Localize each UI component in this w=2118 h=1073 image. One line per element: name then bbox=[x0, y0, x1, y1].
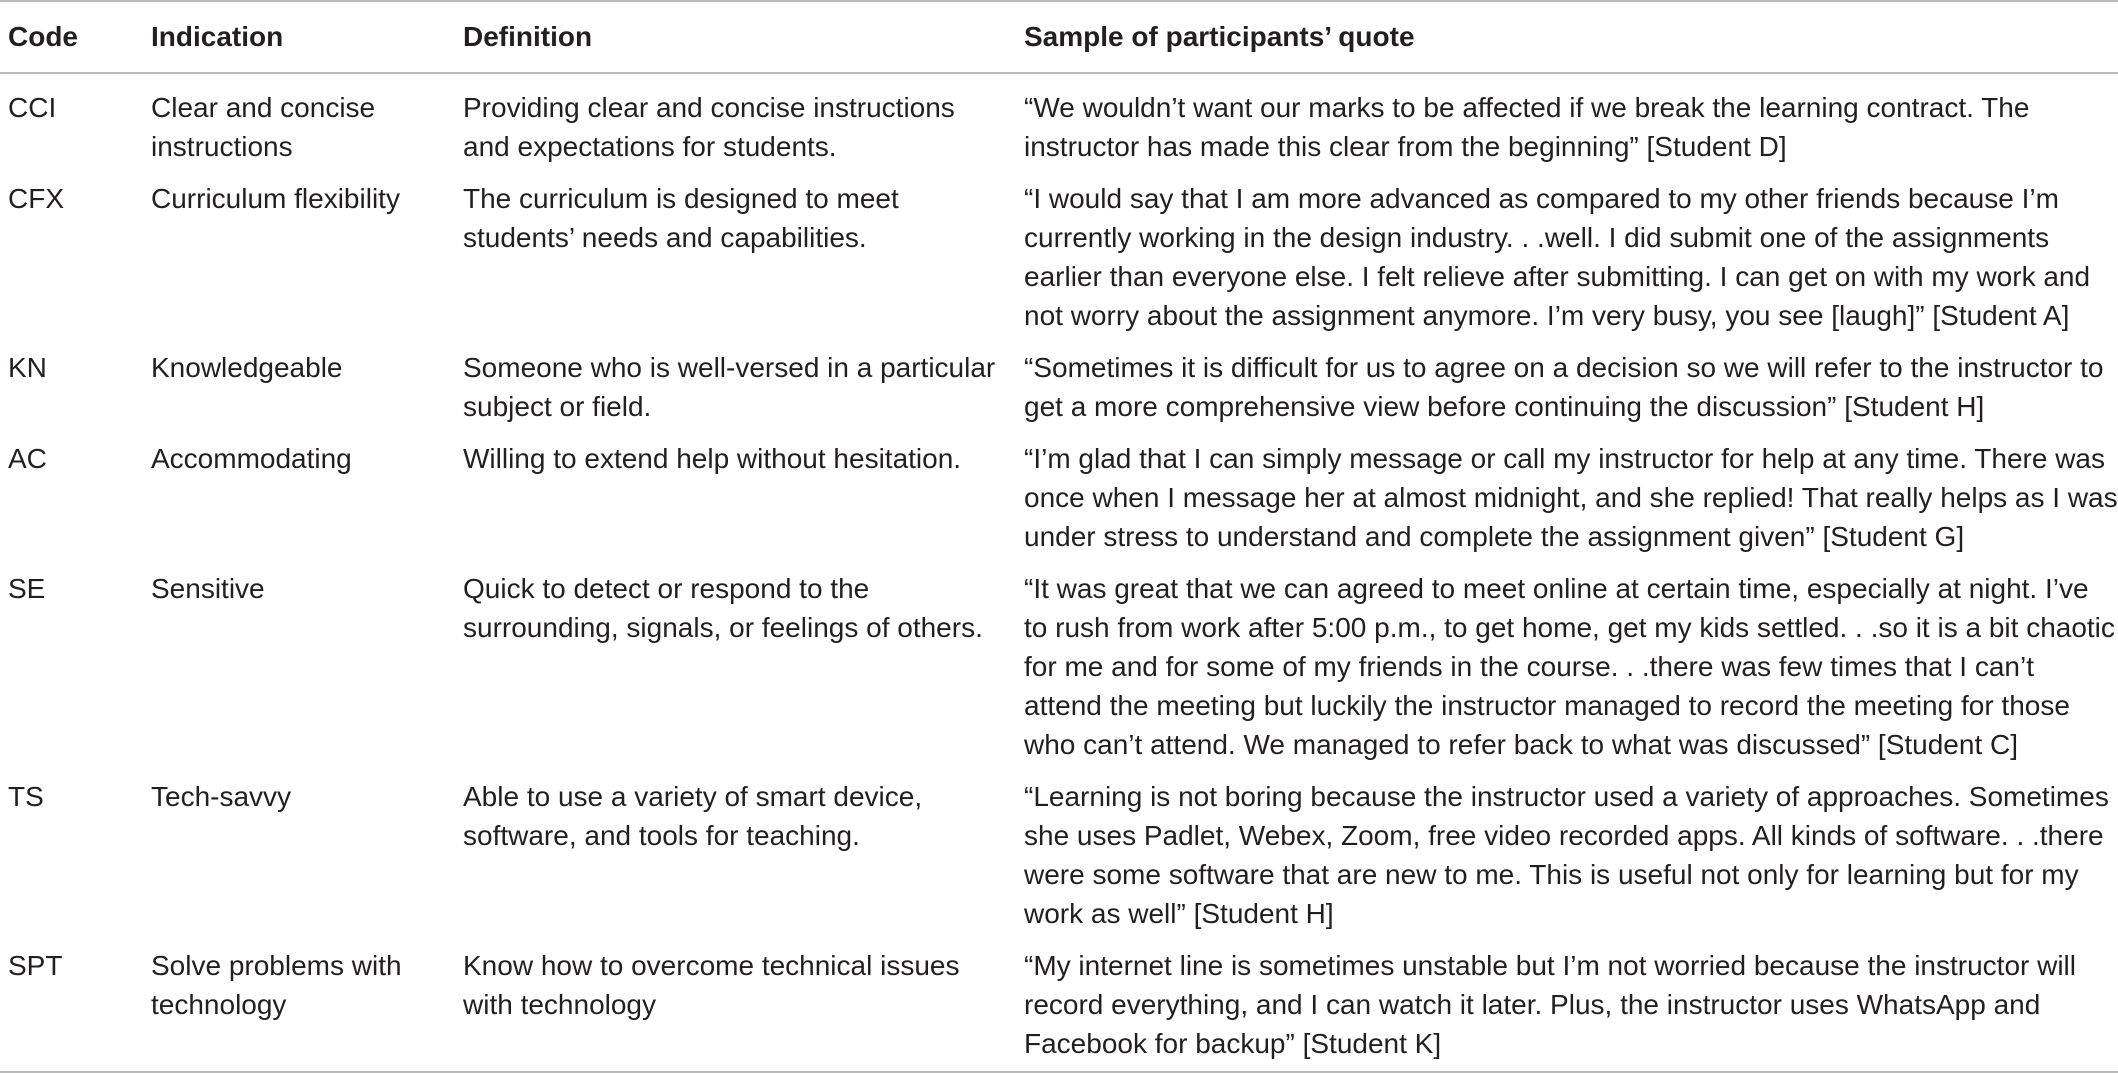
cell-definition: Quick to detect or respond to the surrounding, signals, or feelings of others. bbox=[463, 573, 983, 643]
header-row bbox=[0, 1, 2118, 73]
cell-code: TS bbox=[8, 781, 44, 812]
cell-code: SE bbox=[8, 573, 46, 604]
table-header bbox=[0, 1, 2118, 73]
header-definition: Definition bbox=[463, 21, 593, 52]
cell-indication: Solve problems with technology bbox=[151, 950, 402, 1020]
cell-indication: Curriculum flexibility bbox=[151, 183, 400, 214]
cell-indication: Accommodating bbox=[151, 443, 352, 474]
table-body bbox=[0, 73, 2118, 1072]
cell-definition: Willing to extend help without hesitation. bbox=[463, 443, 962, 474]
cell-quote: “Learning is not boring because the instructor used a variety of approaches. Sometimes she uses Padlet, Webex, Zoom, free video recorded apps. All kinds of software. . .there were some software that are new to me. This is useful not only for learning but for my work as well” [Student H] bbox=[1024, 781, 2109, 929]
header-code: Code bbox=[8, 21, 78, 52]
cell-code: CCI bbox=[8, 92, 57, 123]
table-row bbox=[0, 937, 2118, 1072]
cell-quote: “I’m glad that I can simply message or call my instructor for help at any time. There was once when I message her at almost midnight, and she replied! That really helps as I was under stress to understand and complete the assignment given” [Student G] bbox=[1024, 443, 2118, 552]
cell-definition: Know how to overcome technical issues with technology bbox=[463, 950, 960, 1020]
cell-definition: The curriculum is designed to meet students’ needs and capabilities. bbox=[463, 183, 899, 253]
cell-indication: Sensitive bbox=[151, 573, 265, 604]
cell-code: KN bbox=[8, 352, 47, 383]
table-row bbox=[0, 170, 2118, 339]
cell-code: AC bbox=[8, 443, 47, 474]
cell-definition: Someone who is well-versed in a particular subject or field. bbox=[463, 352, 996, 422]
cell-quote: “Sometimes it is difficult for us to agree on a decision so we will refer to the instructor to get a more comprehensive view before continuing the discussion” [Student H] bbox=[1024, 352, 2104, 422]
cell-quote: “We wouldn’t want our marks to be affected if we break the learning contract. The instructor has made this clear from the beginning” [Student D] bbox=[1024, 92, 2030, 162]
cell-code: CFX bbox=[8, 183, 64, 214]
header-quote: Sample of participants’ quote bbox=[1024, 21, 1415, 52]
cell-definition: Providing clear and concise instructions and expectations for students. bbox=[463, 92, 955, 162]
cell-quote: “My internet line is sometimes unstable but I’m not worried because the instructor will record everything, and I can watch it later. Plus, the instructor uses WhatsApp and Facebook for backup” [Student K] bbox=[1024, 950, 2076, 1059]
cell-indication: Knowledgeable bbox=[151, 352, 343, 383]
table-row bbox=[0, 768, 2118, 937]
cell-code: SPT bbox=[8, 950, 63, 981]
table-row bbox=[0, 339, 2118, 430]
cell-definition: Able to use a variety of smart device, software, and tools for teaching. bbox=[463, 781, 923, 851]
table-row bbox=[0, 73, 2118, 170]
cell-indication: Tech-savvy bbox=[151, 781, 292, 812]
cell-quote: “I would say that I am more advanced as compared to my other friends because I’m currently working in the design industry. . .well. I did submit one of the assignments earlier than everyone else. I felt relieve after submitting. I can get on with my work and not worry about the assignment anymore. I’m very busy, you see [laugh]” [Student A] bbox=[1024, 183, 2091, 331]
table-row bbox=[0, 430, 2118, 560]
table-row bbox=[0, 560, 2118, 768]
cell-quote: “It was great that we can agreed to meet online at certain time, especially at night. I’ve to rush from work after 5:00 p.m., to get home, get my kids settled. . .so it is a bit chaotic for me and for some of my friends in the course. . .there was few times that I can’t attend the meeting but luckily the instructor managed to record the meeting for those who can’t attend. We managed to refer back to what was discussed” [Student C] bbox=[1024, 573, 2115, 760]
cell-indication: Clear and concise instructions bbox=[151, 92, 376, 162]
header-indication: Indication bbox=[151, 21, 284, 52]
